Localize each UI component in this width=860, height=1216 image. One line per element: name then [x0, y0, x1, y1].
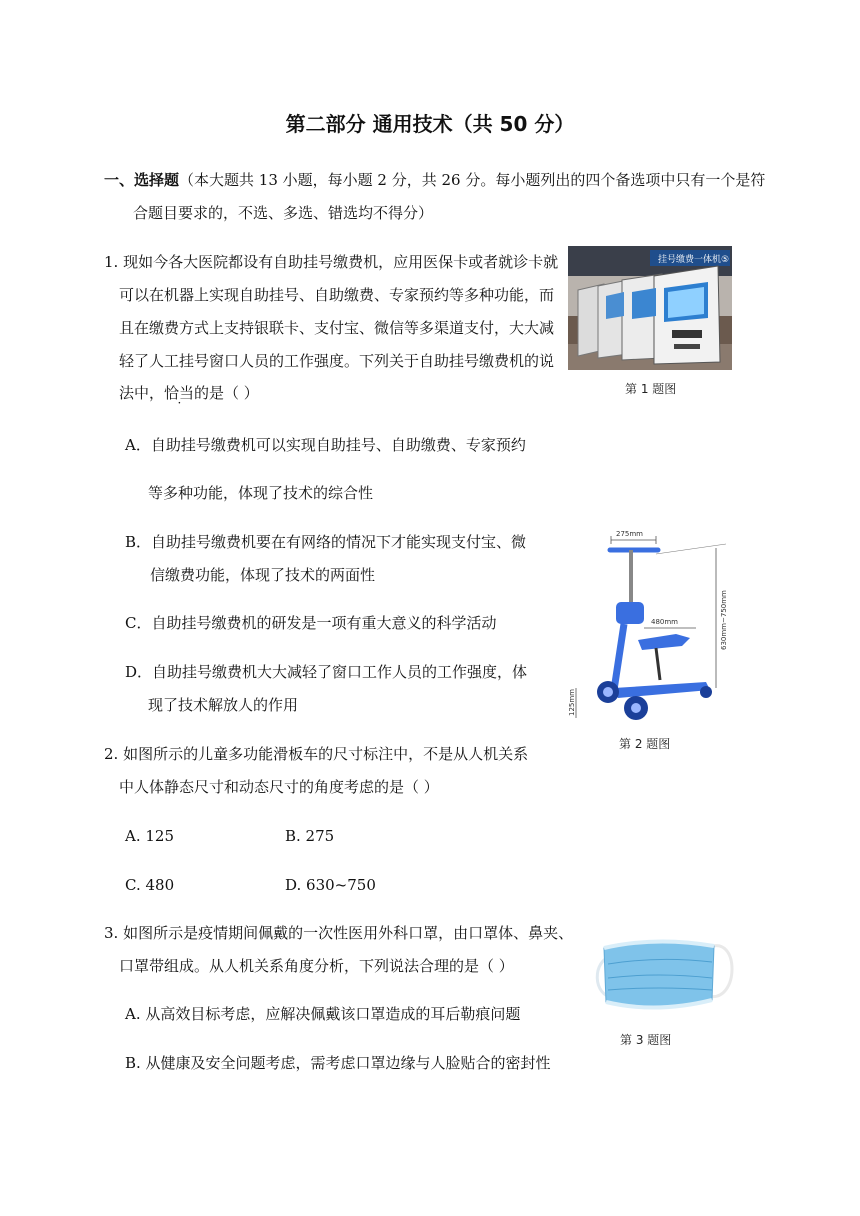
q1-stem-line-2: 可以在机器上实现自助挂号、自助缴费、专家预约等多种功能，而: [119, 286, 555, 304]
q1-machine-sign: 挂号缴费一体机⑤: [658, 255, 730, 265]
q2-option-a: A. 125: [125, 827, 174, 845]
q1-caption: 第 1 题图: [625, 382, 677, 396]
q2-dim-seat: 480mm: [651, 618, 678, 626]
q2-dim-top: 275mm: [616, 530, 643, 538]
q1-stem-line-3: 且在缴费方式上支持银联卡、支付宝、微信等多渠道支付，大大减: [119, 319, 555, 337]
q3-caption: 第 3 题图: [620, 1033, 672, 1047]
section-desc: （本大题共 13 小题，每小题 2 分，共 26 分。每小题列出的四个备选项中只有一个是符: [179, 171, 766, 189]
q1-option-a-line-2: 等多种功能，体现了技术的综合性: [148, 484, 374, 502]
q1-stem-prefix: 法中，: [119, 384, 165, 402]
q2-stem-line-1: 2. 如图所示的儿童多功能滑板车的尺寸标注中，不是从人机关系: [104, 745, 529, 763]
section-label: 一、选择题: [104, 171, 180, 189]
q1-figure: [568, 246, 732, 370]
q1-option-d-line-2: 现了技术解放人的作用: [148, 696, 299, 714]
q1-option-b-line-1: B．自助挂号缴费机要在有网络的情况下才能实现支付宝、微: [125, 533, 527, 551]
q3-stem-line-2: 口罩带组成。从人机关系角度分析，下列说法合理的是（ ）: [119, 957, 514, 975]
q1-option-c: C．自助挂号缴费机的研发是一项有重大意义的科学活动: [125, 614, 497, 632]
q3-option-b: B. 从健康及安全问题考虑，需考虑口罩边缘与人脸贴合的密封性: [125, 1054, 551, 1072]
q1-option-d-line-1: D．自助挂号缴费机大大减轻了窗口工作人员的工作强度，体: [125, 663, 528, 681]
q3-stem-line-1: 3. 如图所示是疫情期间佩戴的一次性医用外科口罩，由口罩体、鼻夹、: [104, 924, 574, 942]
page-title: 第二部分 通用技术（共 50 分）: [285, 112, 575, 136]
q1-stem-line-5: [119, 382, 259, 404]
q3-figure: [590, 926, 740, 1022]
q2-dim-base: 125mm: [568, 689, 576, 716]
section-heading: [104, 169, 765, 191]
q2-option-c: C. 480: [125, 876, 175, 894]
q2-figure: [566, 530, 736, 730]
q2-caption: 第 2 题图: [619, 737, 671, 751]
q3-option-a: A. 从高效目标考虑，应解决佩戴该口罩造成的耳后勒痕问题: [125, 1005, 521, 1023]
q1-emphasis: 恰当: [164, 384, 195, 402]
section-desc-cont: 合题目要求的，不选、多选、错选均不得分）: [133, 204, 434, 222]
q2-option-d: D. 630~750: [285, 876, 376, 894]
q2-stem-line-2: 中人体静态尺寸和动态尺寸的角度考虑的是（ ）: [119, 778, 439, 796]
q1-stem-suffix: 的是（ ）: [194, 384, 259, 402]
q1-stem-line-4: 轻了人工挂号窗口人员的工作强度。下列关于自助挂号缴费机的说: [119, 352, 555, 370]
q1-option-a-line-1: A．自助挂号缴费机可以实现自助挂号、自助缴费、专家预约: [125, 436, 526, 454]
q2-option-b: B. 275: [285, 827, 335, 845]
q1-stem-line-1: 1. 现如今各大医院都设有自助挂号缴费机，应用医保卡或者就诊卡就: [104, 253, 559, 271]
q1-option-b-line-2: 信缴费功能，体现了技术的两面性: [150, 566, 376, 584]
q2-dim-height: 630mm~750mm: [720, 590, 728, 650]
